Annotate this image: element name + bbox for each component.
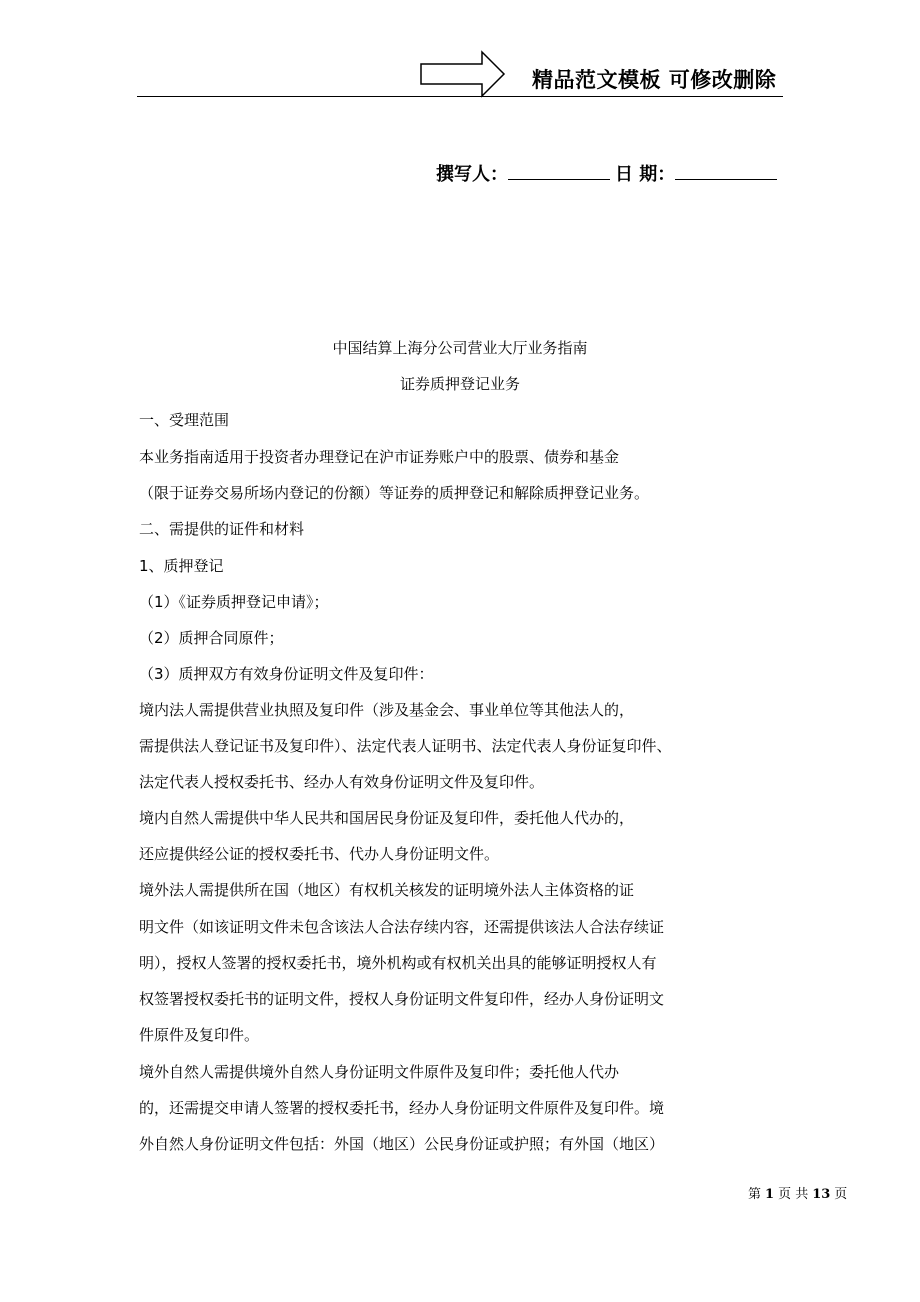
page-suffix: 页: [834, 1187, 848, 1202]
total-pages: 13: [812, 1187, 831, 1202]
date-blank: [675, 163, 777, 180]
paragraph-line: 境外自然人需提供境外自然人身份证明文件原件及复印件；委托他人代办: [139, 1063, 620, 1081]
paragraph-line: 还应提供经公证的授权委托书、代办人身份证明文件。: [139, 845, 500, 863]
document-title: 中国结算上海分公司营业大厅业务指南: [332, 339, 588, 357]
page-prefix: 第: [748, 1187, 762, 1202]
author-blank: [508, 163, 610, 180]
paragraph-line: 明文件（如该证明文件未包含该法人合法存续内容，还需提供该法人合法存续证: [139, 918, 665, 936]
list-item: （1）《证券质押登记申请》；: [139, 593, 329, 611]
paragraph-line: 件原件及复印件。: [139, 1026, 260, 1044]
header-divider: [137, 96, 783, 97]
date-label: 日 期：: [615, 164, 676, 185]
subsection-heading: 1、质押登记: [139, 557, 224, 575]
document-subtitle: 证券质押登记业务: [399, 375, 520, 393]
page-number: [748, 1183, 847, 1202]
paragraph-line: 需提供法人登记证书及复印件）、法定代表人证明书、法定代表人身份证复印件、: [139, 737, 672, 755]
paragraph-line: 法定代表人授权委托书、经办人有效身份证明文件及复印件。: [139, 773, 545, 791]
section-heading: 一、受理范围: [139, 411, 230, 429]
arrow-right-icon: [420, 50, 506, 98]
paragraph-line: 境外法人需提供所在国（地区）有权机关核发的证明境外法人主体资格的证: [139, 881, 635, 899]
paragraph-line: （限于证券交易所场内登记的份额）等证券的质押登记和解除质押登记业务。: [139, 484, 650, 502]
author-label: 撰写人：: [436, 164, 508, 185]
paragraph-line: 明），授权人签署的授权委托书，境外机构或有权机关出具的能够证明授权人有: [139, 954, 657, 972]
header-title: 精品范文模板 可修改删除: [532, 68, 777, 92]
paragraph-line: 境内法人需提供营业执照及复印件（涉及基金会、事业单位等其他法人的，: [139, 701, 635, 719]
paragraph-line: 权签署授权委托书的证明文件，授权人身份证明文件复印件，经办人身份证明文: [139, 990, 665, 1008]
current-page: 1: [765, 1187, 775, 1202]
section-heading: 二、需提供的证件和材料: [139, 520, 305, 538]
page-middle: 页 共: [778, 1187, 809, 1202]
author-date-line: [436, 160, 780, 186]
list-item: （3）质押双方有效身份证明文件及复印件：: [139, 665, 434, 683]
paragraph-line: 境内自然人需提供中华人民共和国居民身份证及复印件，委托他人代办的，: [139, 809, 635, 827]
paragraph-line: 的，还需提交申请人签署的授权委托书，经办人身份证明文件原件及复印件。境: [139, 1099, 665, 1117]
paragraph-line: 外自然人身份证明文件包括：外国（地区）公民身份证或护照；有外国（地区）: [139, 1135, 665, 1153]
list-item: （2）质押合同原件；: [139, 629, 284, 647]
paragraph-line: 本业务指南适用于投资者办理登记在沪市证券账户中的股票、债券和基金: [139, 448, 620, 466]
